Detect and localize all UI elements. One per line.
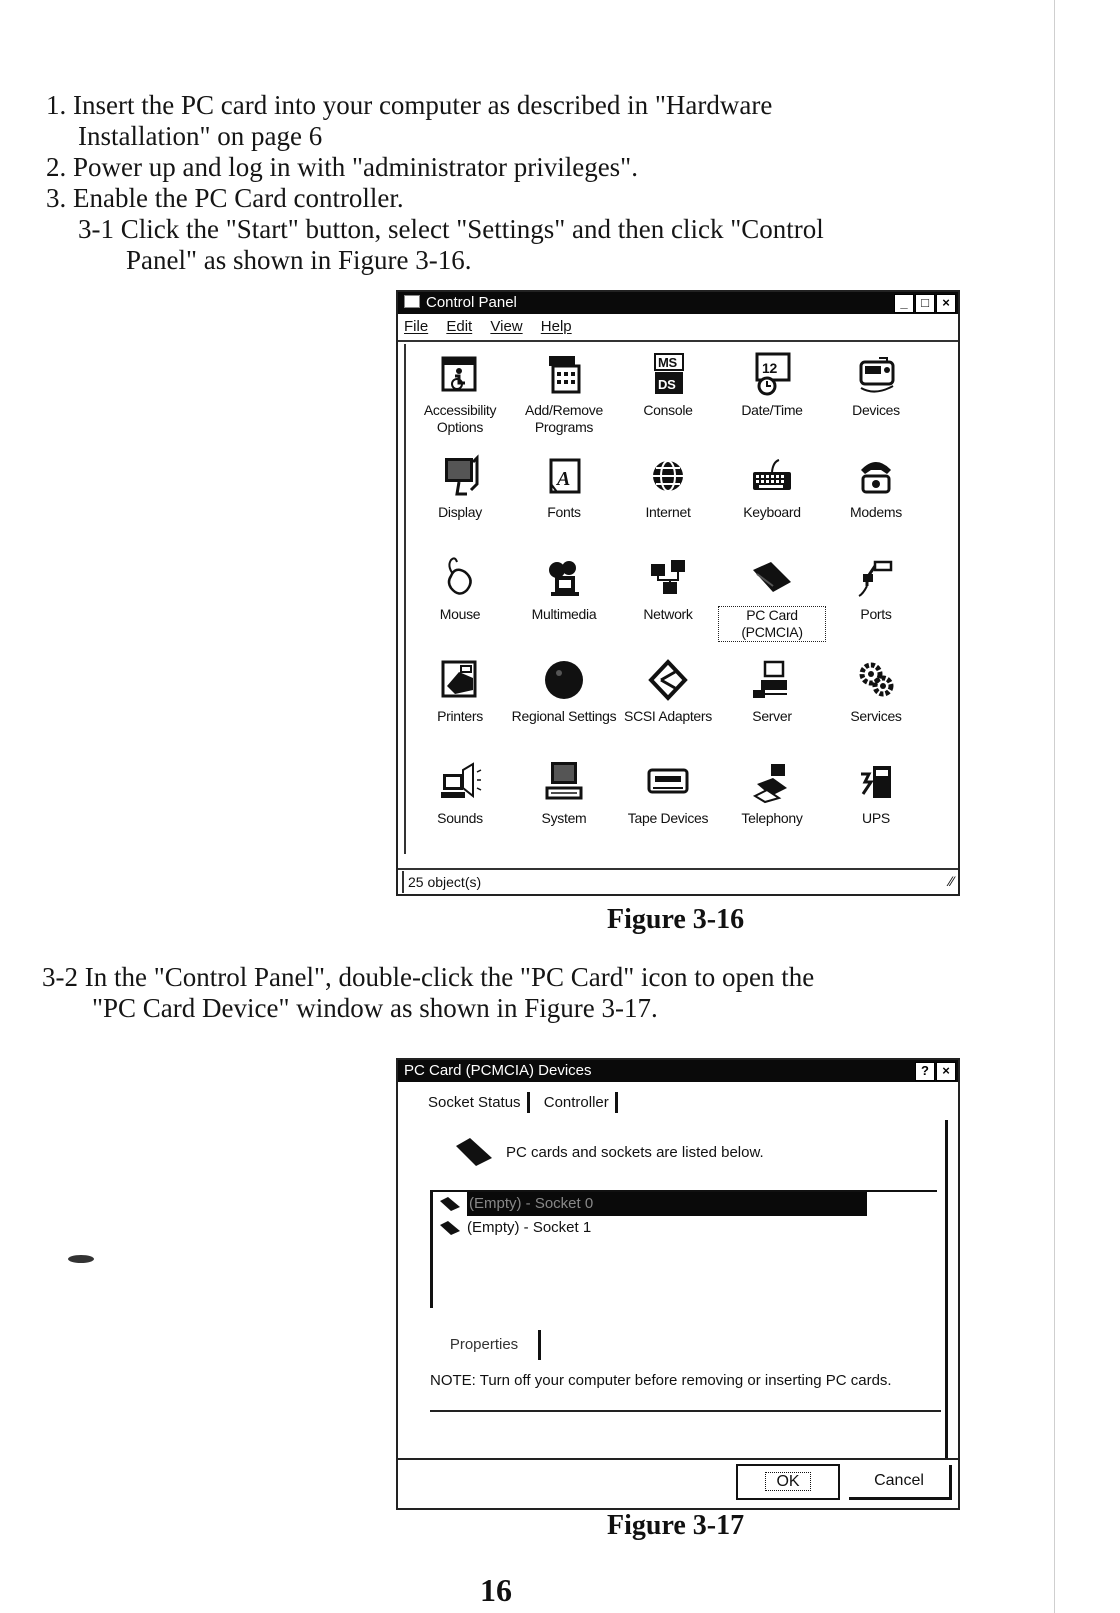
cp-item-multimedia[interactable] [510, 556, 618, 623]
cp-item-fonts[interactable] [510, 454, 618, 521]
ok-button[interactable] [736, 1464, 840, 1500]
control-panel-window [396, 290, 960, 896]
cp-label: Date/Time [741, 402, 803, 418]
svg-text:MS: MS [658, 355, 677, 370]
accessibility-icon [437, 352, 483, 396]
cp-item-printers[interactable] [406, 658, 514, 725]
info-text: PC cards and sockets are listed below. [506, 1143, 764, 1161]
pc-card-devices-dialog [396, 1058, 960, 1510]
socket-status-panel [414, 1120, 948, 1458]
console-icon [645, 352, 691, 396]
svg-text:DS: DS [658, 377, 676, 392]
network-icon [645, 556, 691, 600]
tab-controller[interactable]: Controller [538, 1092, 618, 1113]
cp-item-server[interactable] [718, 658, 826, 725]
step-3-2-line-1: 3-2 In the "Control Panel", double-click the "PC Card" icon to open the [42, 962, 815, 992]
cp-item-tape[interactable] [614, 760, 722, 827]
figure-3-17-caption: Figure 3-17 [607, 1510, 745, 1541]
socket-list[interactable] [430, 1190, 937, 1308]
cp-item-system[interactable] [510, 760, 618, 827]
fonts-icon [541, 454, 587, 498]
divider [398, 1458, 958, 1460]
step-1-line-2: Installation" on page 6 [78, 121, 323, 151]
maximize-icon[interactable]: □ [915, 294, 935, 313]
step-2: 2. Power up and log in with "administrator privileges". [46, 152, 638, 182]
menu-file[interactable]: File [404, 318, 429, 335]
pc-card-title: PC Card (PCMCIA) Devices [404, 1062, 592, 1079]
close-icon[interactable]: × [936, 294, 956, 313]
cp-item-internet[interactable] [614, 454, 722, 521]
cp-label: Devices [852, 402, 900, 418]
printers-icon [437, 658, 483, 702]
display-icon [437, 454, 483, 498]
pc-card-icon [454, 1136, 494, 1168]
cancel-button[interactable]: Cancel [849, 1465, 952, 1500]
resize-grip-icon[interactable]: ⁄⁄ [949, 873, 954, 889]
control-panel-title: Control Panel [426, 294, 517, 311]
step-3: 3. Enable the PC Card controller. [46, 183, 404, 213]
cp-label: Accessibility Options [423, 402, 497, 435]
cp-label: PC Card (PCMCIA) [718, 606, 826, 642]
menu-help[interactable]: Help [540, 318, 572, 335]
cp-label: System [541, 810, 587, 826]
step-1-line-1: 1. Insert the PC card into your computer as described in "Hardware [46, 90, 773, 120]
ok-label: OK [765, 1472, 810, 1491]
regional-settings-icon [541, 658, 587, 702]
properties-button[interactable]: Properties [430, 1330, 541, 1360]
modems-icon [853, 454, 899, 498]
cp-label: Multimedia [531, 606, 597, 622]
keyboard-icon [749, 454, 795, 498]
cp-label: Telephony [741, 810, 803, 826]
cp-item-keyboard[interactable] [718, 454, 826, 521]
devices-icon [853, 352, 899, 396]
cp-item-services[interactable] [822, 658, 930, 725]
page-edge-line [1054, 0, 1055, 1613]
status-object-count: 25 object(s) [402, 871, 485, 893]
tab-socket-status[interactable]: Socket Status [422, 1092, 530, 1113]
cp-label: Services [850, 708, 902, 724]
cp-label: Fonts [547, 504, 581, 520]
cp-label: Network [643, 606, 693, 622]
cp-item-network[interactable] [614, 556, 722, 623]
minimize-icon[interactable]: _ [894, 294, 914, 313]
ports-icon [853, 556, 899, 600]
scan-speck [68, 1255, 94, 1263]
menu-view[interactable]: View [490, 318, 523, 335]
scsi-adapters-icon [645, 658, 691, 702]
pc-card-icon [749, 556, 795, 600]
cp-label: Add/Remove Programs [525, 402, 603, 435]
control-panel-icon-grid [404, 344, 954, 854]
close-icon[interactable]: × [936, 1062, 956, 1081]
mouse-icon [437, 556, 483, 600]
cp-label: Console [643, 402, 693, 418]
cp-item-date-time[interactable] [718, 352, 826, 419]
step-3-1-line-2: Panel" as shown in Figure 3-16. [126, 245, 472, 275]
date-time-icon [749, 352, 795, 396]
svg-text:A: A [557, 468, 571, 490]
pc-card-tabs [422, 1092, 622, 1113]
cp-label: Modems [850, 504, 902, 520]
control-panel-statusbar [398, 868, 958, 894]
cp-label: UPS [862, 810, 890, 826]
page-number: 16 [480, 1572, 512, 1608]
sounds-icon [437, 760, 483, 804]
ups-icon [853, 760, 899, 804]
cp-label: Sounds [437, 810, 483, 826]
telephony-icon [749, 760, 795, 804]
cp-item-scsi[interactable] [614, 658, 722, 725]
cp-item-sounds[interactable] [406, 760, 514, 827]
svg-text:12: 12 [762, 360, 777, 376]
cp-label: Keyboard [743, 504, 801, 520]
cp-item-mouse[interactable] [406, 556, 514, 623]
menu-edit[interactable]: Edit [446, 318, 473, 335]
cp-label: Ports [860, 606, 892, 622]
control-panel-titlebar [398, 292, 958, 314]
cp-item-regional[interactable] [510, 658, 618, 725]
note-text: NOTE: Turn off your computer before removing or inserting PC cards. [430, 1372, 892, 1389]
cp-label: Regional Settings [511, 708, 617, 724]
cp-label: Server [752, 708, 792, 724]
step-3-2-line-2: "PC Card Device" window as shown in Figure 3-17. [92, 993, 658, 1023]
pc-card-titlebar [398, 1060, 958, 1082]
cp-label: Internet [645, 504, 691, 520]
cp-item-accessibility[interactable] [406, 352, 514, 436]
divider [430, 1410, 941, 1412]
cp-label: Display [438, 504, 482, 520]
cp-item-telephony[interactable] [718, 760, 826, 827]
tape-devices-icon [645, 760, 691, 804]
server-icon [749, 658, 795, 702]
cp-item-ups[interactable] [822, 760, 930, 827]
help-icon[interactable]: ? [915, 1062, 935, 1081]
cp-item-console[interactable] [614, 352, 722, 419]
cp-item-modems[interactable] [822, 454, 930, 521]
cp-item-ports[interactable] [822, 556, 930, 623]
cp-item-display[interactable] [406, 454, 514, 521]
socket-label: (Empty) - Socket 0 [467, 1192, 867, 1216]
system-icon [541, 760, 587, 804]
control-panel-icon [404, 295, 420, 308]
figure-3-16-caption: Figure 3-16 [607, 904, 745, 935]
step-3-1-line-1: 3-1 Click the "Start" button, select "Settings" and then click "Control [78, 214, 824, 244]
internet-icon [645, 454, 691, 498]
multimedia-icon [541, 556, 587, 600]
info-row [454, 1136, 764, 1168]
socket-label: (Empty) - Socket 1 [467, 1219, 592, 1236]
services-icon [853, 658, 899, 702]
cp-label: Mouse [439, 606, 481, 622]
cp-item-devices[interactable] [822, 352, 930, 419]
cp-label: Printers [437, 708, 483, 724]
cp-label: SCSI Adapters [624, 708, 712, 724]
cp-item-add-remove[interactable] [510, 352, 618, 436]
socket-row-0[interactable] [433, 1192, 937, 1216]
socket-row-1[interactable] [433, 1216, 937, 1240]
pc-card-icon [439, 1196, 461, 1212]
pc-card-icon [439, 1220, 461, 1236]
control-panel-menubar [398, 314, 958, 342]
cp-label: Tape Devices [627, 810, 709, 826]
cp-item-pc-card[interactable] [718, 556, 826, 642]
add-remove-programs-icon [541, 352, 587, 396]
